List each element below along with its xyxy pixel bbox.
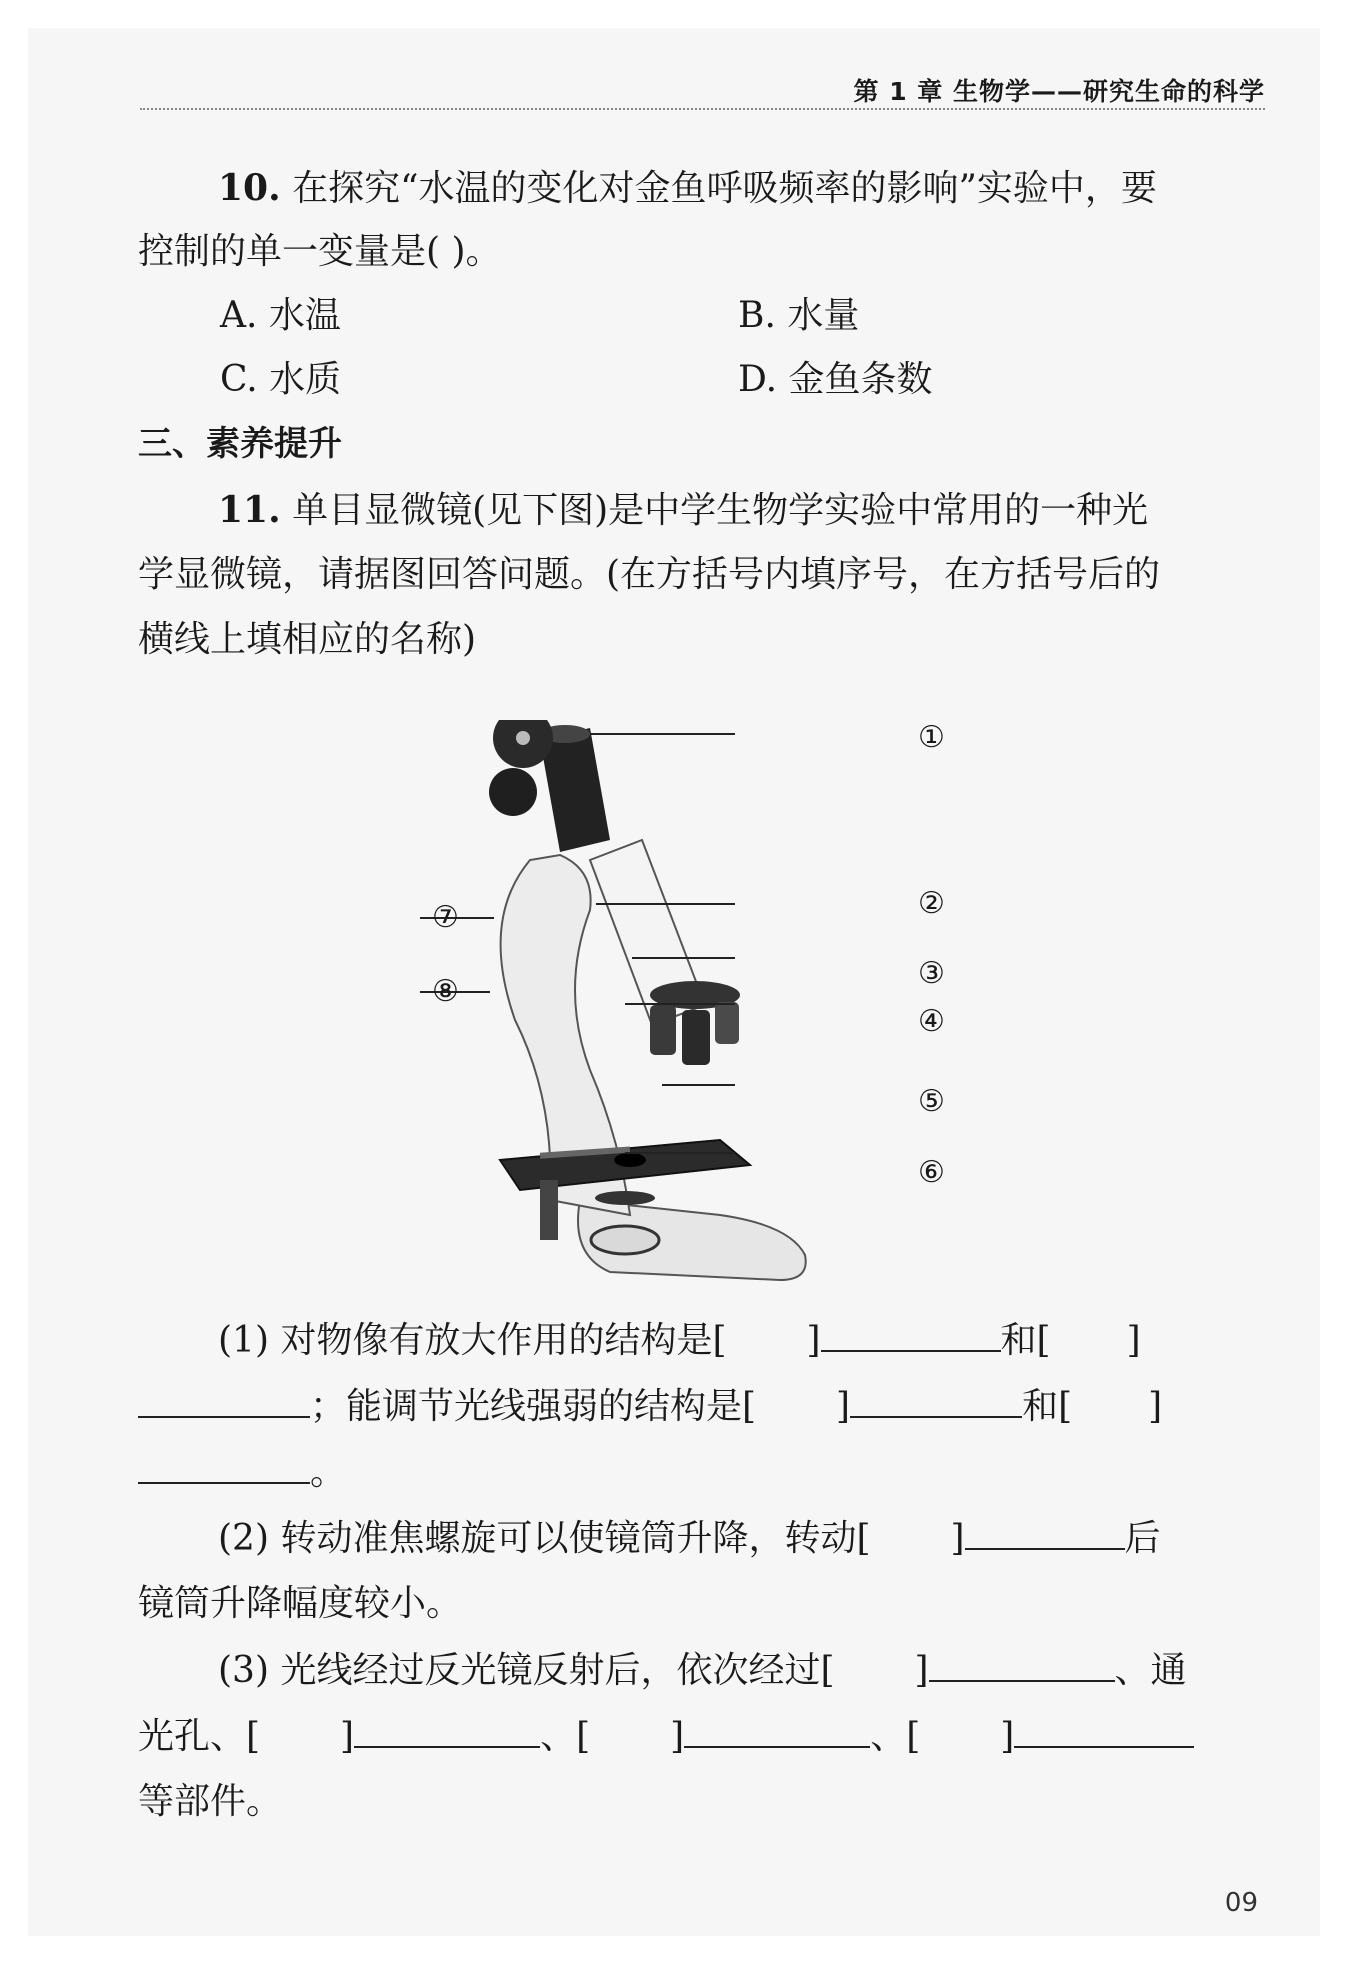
q10-number: 10. xyxy=(218,167,281,209)
sub1-text-b: ] xyxy=(806,1320,821,1361)
answer-blank[interactable] xyxy=(965,1516,1125,1550)
answer-blank[interactable] xyxy=(821,1318,1001,1352)
sub1-text-h: ] xyxy=(1148,1386,1163,1427)
knob-small xyxy=(489,768,537,816)
figure-label-8: ⑧ xyxy=(432,974,459,1009)
q10-option-a: A. 水温 xyxy=(220,295,341,336)
sub1-line3 xyxy=(138,1450,346,1495)
knob-large-center xyxy=(516,731,530,745)
diaphragm xyxy=(595,1191,655,1205)
q10-line1 xyxy=(218,166,1157,211)
sub1-text-f: ] xyxy=(836,1386,851,1427)
sub3-text-c: 、通 xyxy=(1114,1650,1187,1691)
sub3-line2 xyxy=(138,1714,1194,1759)
sub1-text-a: (1) 对物像有放大作用的结构是[ xyxy=(218,1320,727,1361)
answer-blank[interactable] xyxy=(138,1450,310,1484)
sub1-text-g: 和[ xyxy=(1022,1386,1073,1427)
figure-label-3: ③ xyxy=(918,956,945,991)
q11-number: 11. xyxy=(218,489,281,531)
answer-blank[interactable] xyxy=(929,1648,1115,1682)
answer-blank[interactable] xyxy=(684,1714,870,1748)
stage-hole xyxy=(614,1153,646,1167)
sub3-text-e: ] xyxy=(340,1716,355,1757)
sub2-line1 xyxy=(218,1516,1161,1561)
microscope-figure xyxy=(420,720,980,1300)
sub3-text-i: ] xyxy=(1000,1716,1015,1757)
page-number: 09 xyxy=(1224,1888,1258,1918)
figure-label-6: ⑥ xyxy=(918,1155,945,1190)
sub2-text-c: 后 xyxy=(1124,1518,1161,1559)
q10-option-c: C. 水质 xyxy=(220,359,342,400)
figure-label-4: ④ xyxy=(918,1004,945,1039)
sub3-text-b: ] xyxy=(914,1650,929,1691)
q10-line2: 控制的单一变量是( )。 xyxy=(138,231,502,272)
figure-label-1: ① xyxy=(918,720,945,755)
sub1-text-c: 和[ xyxy=(1000,1320,1051,1361)
sub1-text-d: ] xyxy=(1126,1320,1141,1361)
q11-line2: 学显微镜，请据图回答问题。(在方括号内填序号，在方括号后的 xyxy=(138,554,1161,595)
objective-lens xyxy=(650,1005,676,1055)
figure-label-5: ⑤ xyxy=(918,1084,945,1119)
section-title: 三、素养提升 xyxy=(138,424,342,464)
answer-blank[interactable] xyxy=(138,1384,310,1418)
running-header: 第 1 章 生物学——研究生命的科学 xyxy=(853,77,1265,106)
q10-text-1: 在探究“水温的变化对金鱼呼吸频率的影响”实验中，要 xyxy=(292,168,1157,209)
answer-blank[interactable] xyxy=(1014,1714,1194,1748)
sub3-text-h: 、[ xyxy=(870,1716,921,1757)
sub1-line1 xyxy=(218,1318,1141,1363)
q10-option-d: D. 金鱼条数 xyxy=(738,359,933,400)
objective-lens xyxy=(715,1002,739,1044)
q11-line3: 横线上填相应的名称) xyxy=(138,619,477,660)
sub1-line2 xyxy=(138,1384,1162,1429)
q11-line1 xyxy=(218,488,1148,533)
sub3-text-a: (3) 光线经过反光镜反射后，依次经过[ xyxy=(218,1650,835,1691)
sub1-text-i: 。 xyxy=(310,1452,347,1493)
figure-label-2: ② xyxy=(918,886,945,921)
answer-blank[interactable] xyxy=(354,1714,540,1748)
sub3-text-g: ] xyxy=(670,1716,685,1757)
q10-option-b: B. 水量 xyxy=(738,295,860,336)
answer-blank[interactable] xyxy=(850,1384,1022,1418)
sub3-text-f: 、[ xyxy=(540,1716,591,1757)
objective-lens xyxy=(682,1010,710,1065)
figure-label-7: ⑦ xyxy=(432,900,459,935)
sub3-line1 xyxy=(218,1648,1187,1693)
q11-text-1: 单目显微镜(见下图)是中学生物学实验中常用的一种光 xyxy=(292,490,1149,531)
sub2-line2: 镜筒升降幅度较小。 xyxy=(138,1583,463,1624)
sub3-line3: 等部件。 xyxy=(138,1781,283,1822)
header-divider xyxy=(140,108,1265,110)
stage-post xyxy=(540,1180,558,1240)
sub2-text-b: ] xyxy=(950,1518,965,1559)
mirror xyxy=(591,1226,659,1254)
sub3-text-d: 光孔、[ xyxy=(138,1716,261,1757)
sub2-text-a: (2) 转动准焦螺旋可以使镜筒升降，转动[ xyxy=(218,1518,871,1559)
sub1-text-e: ；能调节光线强弱的结构是[ xyxy=(310,1386,757,1427)
